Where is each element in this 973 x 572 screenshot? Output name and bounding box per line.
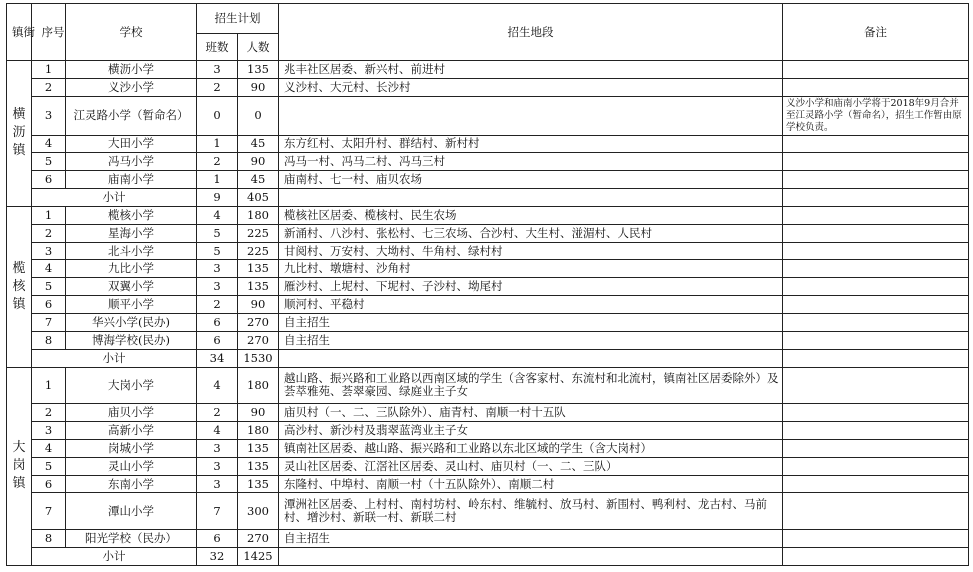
table-row: [7, 422, 969, 440]
school-cell: 冯马小学: [66, 153, 197, 171]
seq-cell: 6: [32, 296, 66, 314]
classes-cell: 3: [197, 260, 238, 278]
note-cell: [783, 331, 969, 349]
note-cell: [783, 260, 969, 278]
school-cell: 岗城小学: [66, 439, 197, 457]
table-row: [7, 78, 969, 96]
note-cell: [783, 135, 969, 153]
classes-cell: 2: [197, 78, 238, 96]
seq-cell: 1: [32, 367, 66, 404]
subtotal-people: 1530: [238, 349, 279, 367]
classes-cell: 4: [197, 367, 238, 404]
school-cell: 顺平小学: [66, 296, 197, 314]
seq-cell: 4: [32, 439, 66, 457]
note-cell: [783, 349, 969, 367]
seq-cell: 1: [32, 61, 66, 79]
area-cell: 庙南村、七一村、庙贝农场: [279, 171, 783, 189]
area-cell: 镇南社区居委、越山路、振兴路和工业路以东北区域的学生（含大岗村）: [279, 439, 783, 457]
subtotal-classes: 32: [197, 548, 238, 566]
classes-cell: 2: [197, 404, 238, 422]
subtotal-label: 小计: [32, 189, 197, 207]
area-cell: 榄核社区居委、榄核村、民生农场: [279, 206, 783, 224]
school-cell: 大田小学: [66, 135, 197, 153]
area-cell: 新涌村、八沙村、张松村、七三农场、合沙村、大生村、湴湄村、人民村: [279, 224, 783, 242]
header-note: 备注: [783, 4, 969, 61]
classes-cell: 4: [197, 422, 238, 440]
classes-cell: 3: [197, 61, 238, 79]
classes-cell: 0: [197, 96, 238, 135]
subtotal-classes: 9: [197, 189, 238, 207]
note-cell: [783, 189, 969, 207]
note-cell: [783, 242, 969, 260]
people-cell: 135: [238, 457, 279, 475]
school-cell: 灵山小学: [66, 457, 197, 475]
table-row: [7, 331, 969, 349]
note-cell: [783, 61, 969, 79]
note-cell: 义沙小学和庙南小学将于2018年9月合并至江灵路小学（暂命名），招生工作暂由原学校负责。: [783, 96, 969, 135]
seq-cell: 3: [32, 422, 66, 440]
area-cell: 庙贝村（一、二、三队除外）、庙青村、南顺一村十五队: [279, 404, 783, 422]
table-row: [7, 493, 969, 530]
school-cell: 江灵路小学（暂命名）: [66, 96, 197, 135]
header-town: 镇街: [7, 4, 32, 61]
table-row: [7, 96, 969, 135]
note-cell: [783, 206, 969, 224]
table-row: [7, 278, 969, 296]
note-cell: [783, 367, 969, 404]
subtotal-row: [7, 349, 969, 367]
school-cell: 星海小学: [66, 224, 197, 242]
school-cell: 大岗小学: [66, 367, 197, 404]
seq-cell: 3: [32, 242, 66, 260]
people-cell: 135: [238, 260, 279, 278]
classes-cell: 3: [197, 475, 238, 493]
table-row: [7, 135, 969, 153]
area-cell: 兆丰社区居委、新兴村、前进村: [279, 61, 783, 79]
table-row: [7, 367, 969, 404]
subtotal-label: 小计: [32, 548, 197, 566]
area-cell: 自主招生: [279, 313, 783, 331]
people-cell: 225: [238, 242, 279, 260]
area-cell: 自主招生: [279, 331, 783, 349]
people-cell: 135: [238, 61, 279, 79]
people-cell: 135: [238, 278, 279, 296]
school-cell: 义沙小学: [66, 78, 197, 96]
note-cell: [783, 78, 969, 96]
seq-cell: 5: [32, 457, 66, 475]
school-cell: 庙贝小学: [66, 404, 197, 422]
note-cell: [783, 313, 969, 331]
table-row: [7, 224, 969, 242]
note-cell: [783, 422, 969, 440]
school-cell: 阳光学校（民办）: [66, 530, 197, 548]
area-cell: 高沙村、新沙村及翡翠蓝湾业主子女: [279, 422, 783, 440]
classes-cell: 4: [197, 206, 238, 224]
header-plan: 招生计划: [197, 4, 279, 34]
classes-cell: 6: [197, 313, 238, 331]
classes-cell: 5: [197, 224, 238, 242]
subtotal-people: 1425: [238, 548, 279, 566]
note-cell: [783, 493, 969, 530]
area-cell: [279, 189, 783, 207]
area-cell: [279, 349, 783, 367]
people-cell: 180: [238, 367, 279, 404]
table-row: [7, 242, 969, 260]
people-cell: 90: [238, 404, 279, 422]
table-row: [7, 153, 969, 171]
enrollment-table: [6, 3, 968, 566]
table-row: [7, 171, 969, 189]
classes-cell: 7: [197, 493, 238, 530]
table-row: [7, 530, 969, 548]
school-cell: 九比小学: [66, 260, 197, 278]
people-cell: 135: [238, 439, 279, 457]
school-cell: 榄核小学: [66, 206, 197, 224]
header-classes: 班数: [197, 34, 238, 61]
classes-cell: 3: [197, 457, 238, 475]
subtotal-classes: 34: [197, 349, 238, 367]
header-seq: 序号: [32, 4, 66, 61]
header-area: 招生地段: [279, 4, 783, 61]
note-cell: [783, 548, 969, 566]
school-cell: 博海学校(民办): [66, 331, 197, 349]
school-cell: 东南小学: [66, 475, 197, 493]
people-cell: 90: [238, 153, 279, 171]
note-cell: [783, 457, 969, 475]
table-row: [7, 206, 969, 224]
area-cell: 雁沙村、上坭村、下坭村、子沙村、坳尾村: [279, 278, 783, 296]
seq-cell: 4: [32, 260, 66, 278]
table-row: [7, 260, 969, 278]
area-cell: 义沙村、大元村、长沙村: [279, 78, 783, 96]
school-cell: 华兴小学(民办): [66, 313, 197, 331]
people-cell: 180: [238, 206, 279, 224]
people-cell: 45: [238, 171, 279, 189]
seq-cell: 4: [32, 135, 66, 153]
table-row: [7, 404, 969, 422]
seq-cell: 2: [32, 78, 66, 96]
table-row: [7, 457, 969, 475]
seq-cell: 7: [32, 313, 66, 331]
header-people: 人数: [238, 34, 279, 61]
seq-cell: 8: [32, 530, 66, 548]
table-row: [7, 475, 969, 493]
people-cell: 225: [238, 224, 279, 242]
area-cell: [279, 96, 783, 135]
people-cell: 45: [238, 135, 279, 153]
seq-cell: 8: [32, 331, 66, 349]
note-cell: [783, 530, 969, 548]
classes-cell: 2: [197, 153, 238, 171]
seq-cell: 7: [32, 493, 66, 530]
school-cell: 横沥小学: [66, 61, 197, 79]
subtotal-label: 小计: [32, 349, 197, 367]
area-cell: 冯马一村、冯马二村、冯马三村: [279, 153, 783, 171]
seq-cell: 6: [32, 171, 66, 189]
area-cell: 甘阅村、万安村、大坳村、牛角村、绿村村: [279, 242, 783, 260]
people-cell: 180: [238, 422, 279, 440]
seq-cell: 5: [32, 153, 66, 171]
classes-cell: 3: [197, 439, 238, 457]
people-cell: 270: [238, 313, 279, 331]
classes-cell: 1: [197, 135, 238, 153]
seq-cell: 3: [32, 96, 66, 135]
area-cell: 自主招生: [279, 530, 783, 548]
subtotal-row: [7, 189, 969, 207]
table-row: [7, 61, 969, 79]
people-cell: 90: [238, 78, 279, 96]
note-cell: [783, 171, 969, 189]
town-cell: 横沥镇: [7, 61, 32, 207]
school-cell: 北斗小学: [66, 242, 197, 260]
classes-cell: 5: [197, 242, 238, 260]
table-body: [7, 61, 969, 566]
people-cell: 300: [238, 493, 279, 530]
header-school: 学校: [66, 4, 197, 61]
table-row: [7, 313, 969, 331]
area-cell: 灵山社区居委、江滘社区居委、灵山村、庙贝村（一、二、三队）: [279, 457, 783, 475]
subtotal-people: 405: [238, 189, 279, 207]
seq-cell: 5: [32, 278, 66, 296]
note-cell: [783, 475, 969, 493]
note-cell: [783, 224, 969, 242]
people-cell: 270: [238, 530, 279, 548]
note-cell: [783, 153, 969, 171]
note-cell: [783, 296, 969, 314]
area-cell: 顺河村、平稳村: [279, 296, 783, 314]
people-cell: 135: [238, 475, 279, 493]
seq-cell: 1: [32, 206, 66, 224]
area-cell: 东隆村、中埠村、南顺一村（十五队除外）、南顺二村: [279, 475, 783, 493]
people-cell: 0: [238, 96, 279, 135]
classes-cell: 2: [197, 296, 238, 314]
town-cell: 大岗镇: [7, 367, 32, 566]
area-cell: 潭洲社区居委、上村村、南村坊村、岭东村、维毓村、放马村、新围村、鸭利村、龙古村、马前村、增沙村、新联一村、新联二村: [279, 493, 783, 530]
seq-cell: 2: [32, 404, 66, 422]
area-cell: 东方红村、太阳升村、群结村、新村村: [279, 135, 783, 153]
note-cell: [783, 278, 969, 296]
classes-cell: 3: [197, 278, 238, 296]
school-cell: 双翼小学: [66, 278, 197, 296]
area-cell: 九比村、墩塘村、沙角村: [279, 260, 783, 278]
note-cell: [783, 404, 969, 422]
classes-cell: 6: [197, 530, 238, 548]
people-cell: 270: [238, 331, 279, 349]
note-cell: [783, 439, 969, 457]
classes-cell: 6: [197, 331, 238, 349]
area-cell: [279, 548, 783, 566]
seq-cell: 2: [32, 224, 66, 242]
table-row: [7, 439, 969, 457]
classes-cell: 1: [197, 171, 238, 189]
subtotal-row: [7, 548, 969, 566]
people-cell: 90: [238, 296, 279, 314]
town-cell: 榄核镇: [7, 206, 32, 367]
table-row: [7, 296, 969, 314]
enrollment-grid: [6, 3, 969, 566]
seq-cell: 6: [32, 475, 66, 493]
school-cell: 潭山小学: [66, 493, 197, 530]
school-cell: 庙南小学: [66, 171, 197, 189]
area-cell: 越山路、振兴路和工业路以西南区域的学生（含客家村、东流村和北流村，镇南社区居委除外）及荟萃雅苑、荟翠豪园、绿庭业主子女: [279, 367, 783, 404]
school-cell: 高新小学: [66, 422, 197, 440]
